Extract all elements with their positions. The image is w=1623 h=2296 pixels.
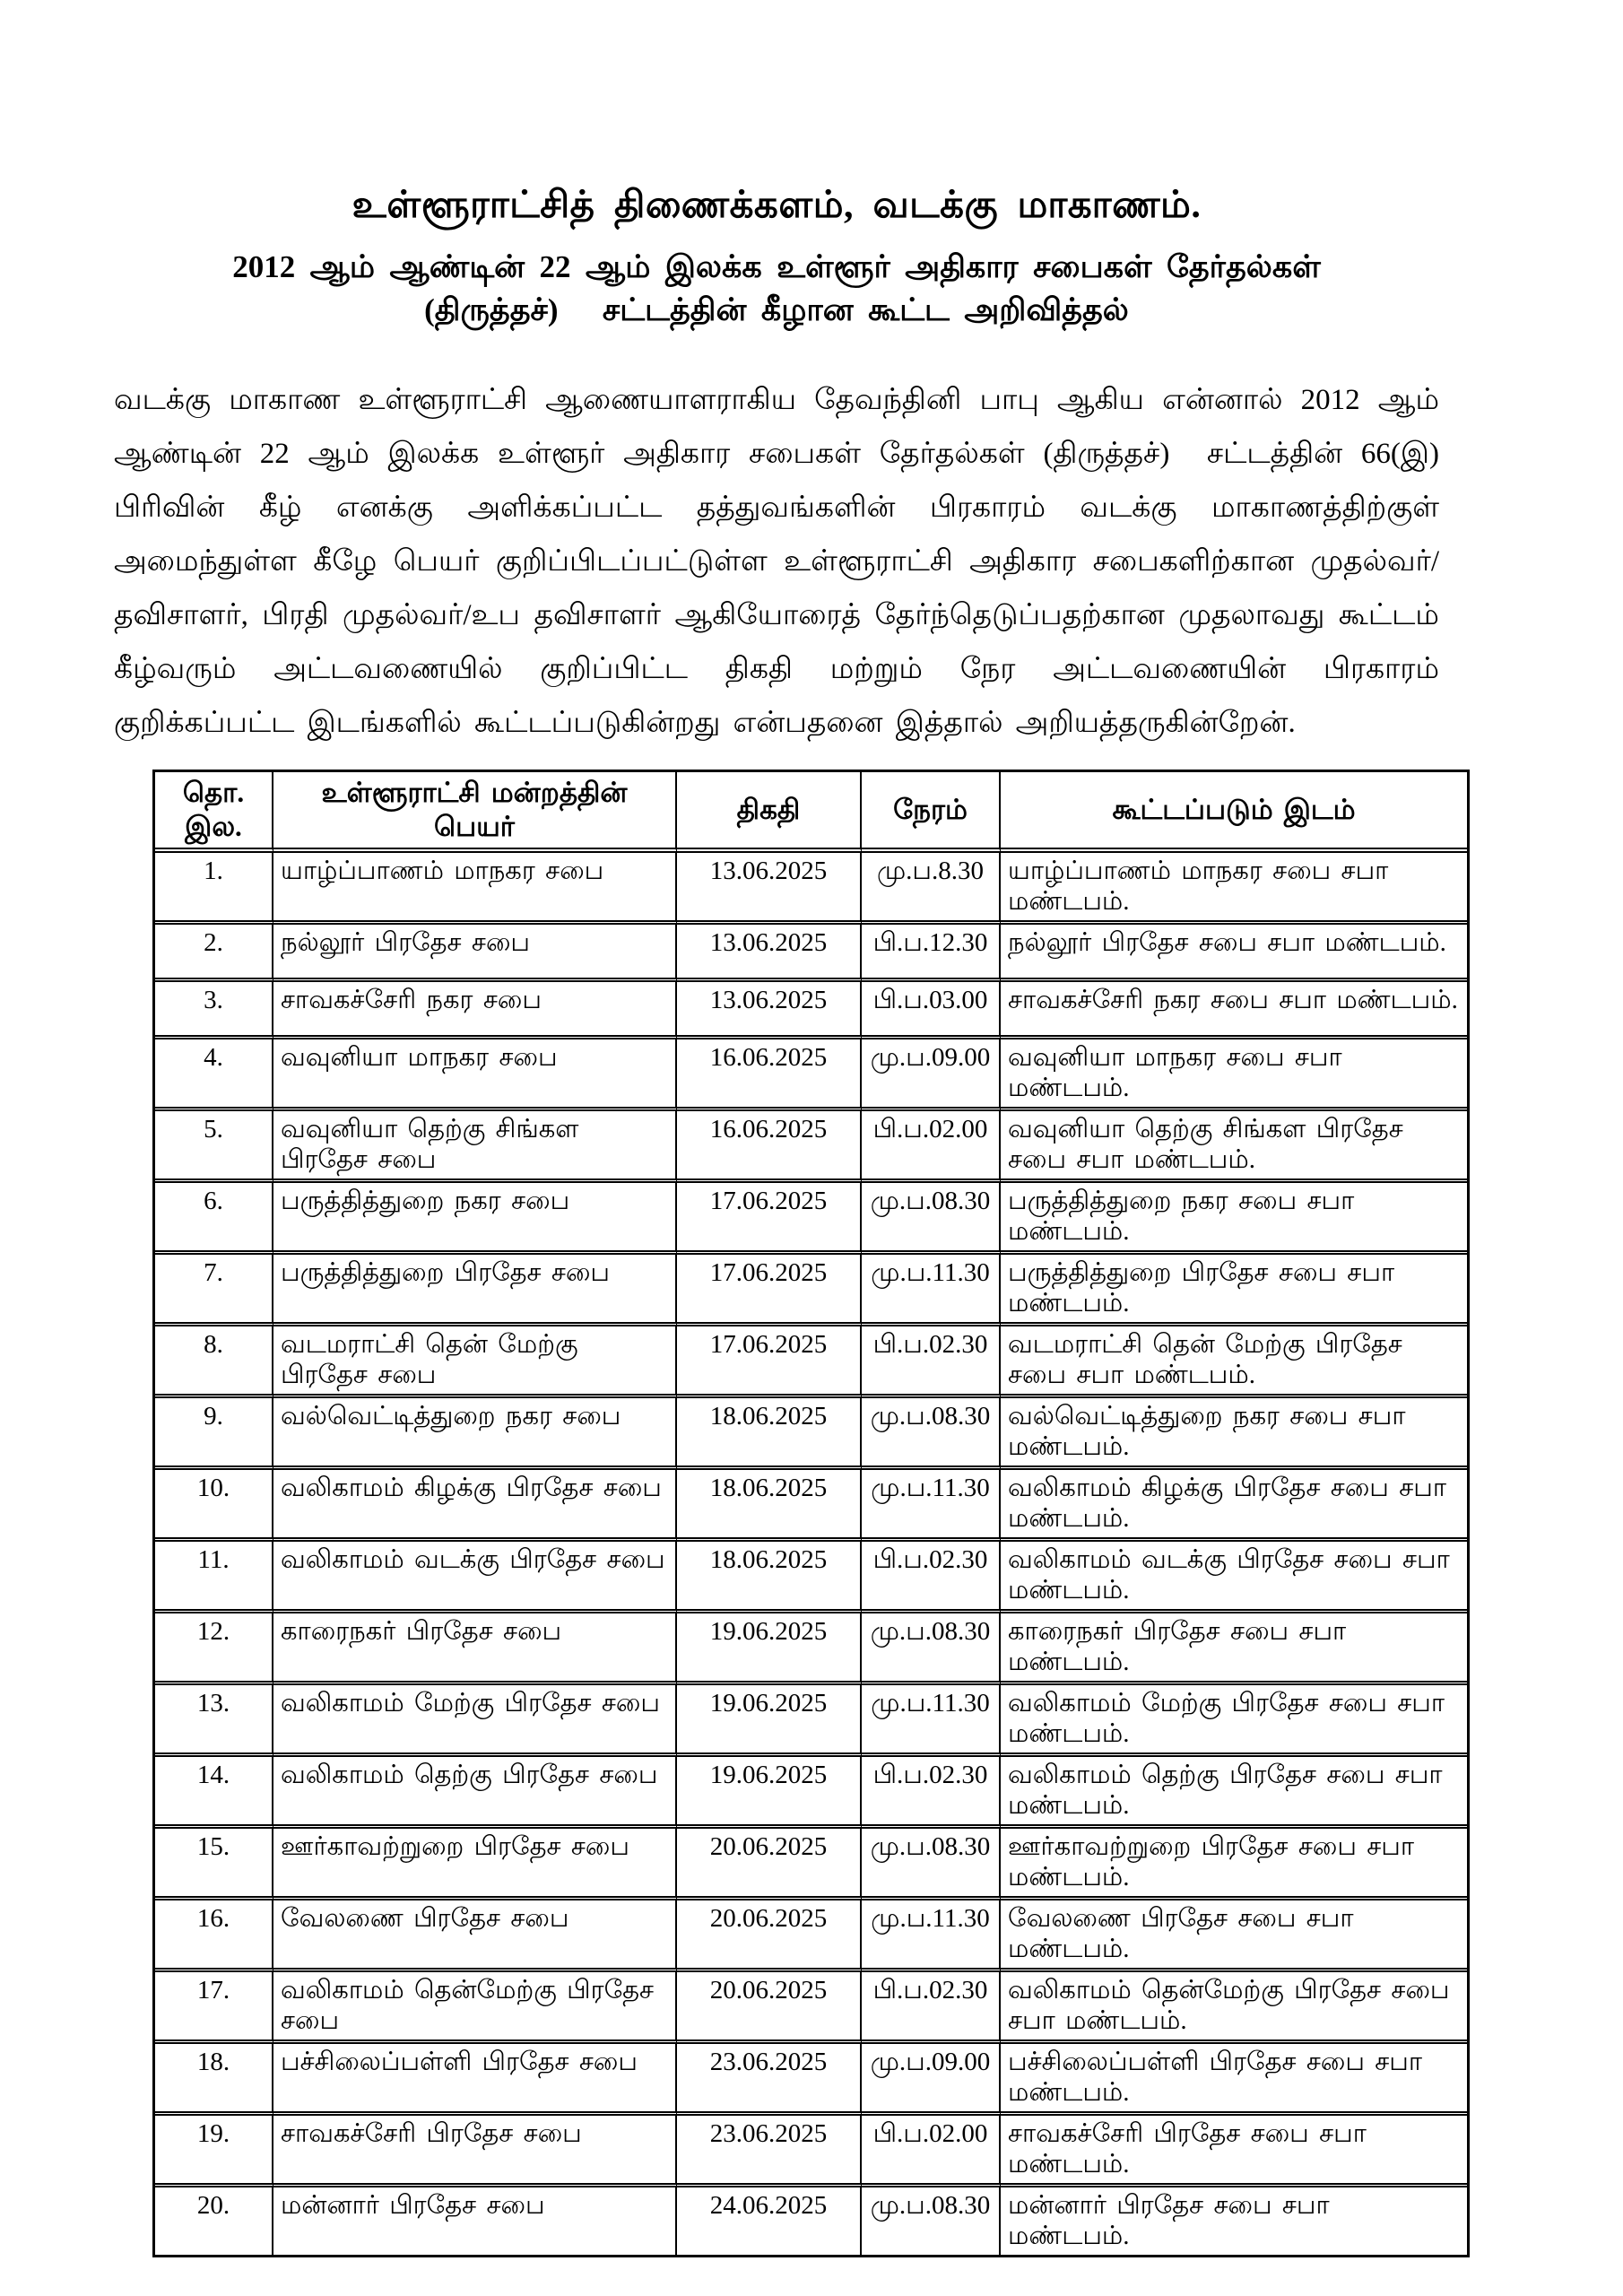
cell-date: 18.06.2025	[677, 1398, 862, 1470]
table-body	[155, 853, 1467, 2255]
cell-time: பி.ப.02.30	[862, 1542, 1001, 1613]
cell-date: 18.06.2025	[677, 1470, 862, 1542]
cell-date: 24.06.2025	[677, 2187, 862, 2255]
table-row	[155, 2044, 1467, 2116]
cell-time: பி.ப.12.30	[862, 925, 1001, 982]
cell-date: 20.06.2025	[677, 1900, 862, 1972]
table-row	[155, 1613, 1467, 1685]
table-row	[155, 1470, 1467, 1542]
cell-serial-no: 2.	[155, 925, 273, 982]
table-row	[155, 1972, 1467, 2044]
cell-time: பி.ப.03.00	[862, 982, 1001, 1039]
cell-time: பி.ப.02.30	[862, 1757, 1001, 1829]
page-subtitle	[114, 246, 1439, 332]
cell-serial-no: 5.	[155, 1111, 273, 1183]
cell-date: 23.06.2025	[677, 2116, 862, 2187]
header-serial-no-line2: இல.	[185, 811, 242, 842]
table-row	[155, 1900, 1467, 1972]
cell-date: 17.06.2025	[677, 1326, 862, 1398]
cell-council-name: வடமராட்சி தென் மேற்கு பிரதேச சபை	[273, 1326, 677, 1398]
cell-venue: வலிகாமம் தெற்கு பிரதேச சபை சபா மண்டபம்.	[1001, 1757, 1467, 1829]
table-row	[155, 1183, 1467, 1255]
cell-time: பி.ப.02.00	[862, 2116, 1001, 2187]
cell-date: 19.06.2025	[677, 1613, 862, 1685]
cell-venue: வவுனியா மாநகர சபை சபா மண்டபம்.	[1001, 1039, 1467, 1111]
table-row	[155, 1255, 1467, 1326]
cell-council-name: வவுனியா மாநகர சபை	[273, 1039, 677, 1111]
cell-venue: வலிகாமம் தென்மேற்கு பிரதேச சபை சபா மண்டபம்.	[1001, 1972, 1467, 2044]
header-council-name-line2: பெயர்	[434, 811, 515, 842]
cell-serial-no: 18.	[155, 2044, 273, 2116]
cell-serial-no: 6.	[155, 1183, 273, 1255]
cell-date: 17.06.2025	[677, 1255, 862, 1326]
cell-time: மு.ப.09.00	[862, 1039, 1001, 1111]
cell-serial-no: 17.	[155, 1972, 273, 2044]
cell-serial-no: 14.	[155, 1757, 273, 1829]
cell-venue: வலிகாமம் மேற்கு பிரதேச சபை சபா மண்டபம்.	[1001, 1685, 1467, 1757]
cell-date: 13.06.2025	[677, 853, 862, 925]
cell-serial-no: 19.	[155, 2116, 273, 2187]
cell-date: 13.06.2025	[677, 925, 862, 982]
table-row	[155, 925, 1467, 982]
cell-council-name: வலிகாமம் தென்மேற்கு பிரதேச சபை	[273, 1972, 677, 2044]
cell-council-name: சாவகச்சேரி பிரதேச சபை	[273, 2116, 677, 2187]
cell-serial-no: 15.	[155, 1829, 273, 1900]
cell-date: 18.06.2025	[677, 1542, 862, 1613]
cell-council-name: பருத்தித்துறை நகர சபை	[273, 1183, 677, 1255]
notice-paragraph: வடக்கு மாகாண உள்ளூராட்சி ஆணையாளராகிய தேவந்தினி பாபு ஆகிய என்னால் 2012 ஆம் ஆண்டின் 22 ஆம் இலக்க உள்ளூர் அதிகார சபைகள் தேர்தல்கள் (திருத்தச்) சட்டத்தின் 66(இ) பிரிவின் கீழ் எனக்கு அளிக்கப்பட்ட தத்துவங்களின் பிரகாரம் வடக்கு மாகாணத்திற்குள் அமைந்துள்ள கீழே பெயர் குறிப்பிடப்பட்டுள்ள உள்ளூராட்சி அதிகார சபைகளிற்கான முதல்வர்/தவிசாளர், பிரதி முதல்வர்/உப தவிசாளர் ஆகியோரைத் தேர்ந்தெடுப்பதற்கான முதலாவது கூட்டம் கீழ்வரும் அட்டவணையில் குறிப்பிட்ட திகதி மற்றும் நேர அட்டவணையின் பிரகாரம் குறிக்கப்பட்ட இடங்களில் கூட்டப்படுகின்றது என்பதனை இத்தால் அறியத்தருகின்றேன்.	[114, 384, 1439, 739]
table-row	[155, 853, 1467, 925]
cell-time: மு.ப.08.30	[862, 1829, 1001, 1900]
cell-date: 19.06.2025	[677, 1757, 862, 1829]
cell-serial-no: 8.	[155, 1326, 273, 1398]
subtitle-line-2: (திருத்தச்) சட்டத்தின் கீழான கூட்ட அறிவித்தல்	[424, 292, 1129, 327]
cell-serial-no: 20.	[155, 2187, 273, 2255]
cell-serial-no: 12.	[155, 1613, 273, 1685]
cell-council-name: வலிகாமம் வடக்கு பிரதேச சபை	[273, 1542, 677, 1613]
cell-time: மு.ப.11.30	[862, 1685, 1001, 1757]
table-row	[155, 1326, 1467, 1398]
table-row	[155, 1829, 1467, 1900]
header-council-name-line1: உள்ளூராட்சி மன்றத்தின்	[321, 777, 628, 808]
cell-date: 13.06.2025	[677, 982, 862, 1039]
cell-venue: வலிகாமம் கிழக்கு பிரதேச சபை சபா மண்டபம்.	[1001, 1470, 1467, 1542]
cell-serial-no: 9.	[155, 1398, 273, 1470]
cell-time: மு.ப.11.30	[862, 1470, 1001, 1542]
cell-council-name: காரைநகர் பிரதேச சபை	[273, 1613, 677, 1685]
cell-council-name: பச்சிலைப்பள்ளி பிரதேச சபை	[273, 2044, 677, 2116]
header-time: நேரம்	[862, 772, 1001, 853]
cell-venue: ஊர்காவற்றுறை பிரதேச சபை சபா மண்டபம்.	[1001, 1829, 1467, 1900]
cell-time: மு.ப.11.30	[862, 1900, 1001, 1972]
cell-venue: பருத்தித்துறை பிரதேச சபை சபா மண்டபம்.	[1001, 1255, 1467, 1326]
cell-time: மு.ப.11.30	[862, 1255, 1001, 1326]
cell-date: 16.06.2025	[677, 1111, 862, 1183]
cell-venue: சாவகச்சேரி பிரதேச சபை சபா மண்டபம்.	[1001, 2116, 1467, 2187]
cell-date: 20.06.2025	[677, 1829, 862, 1900]
cell-serial-no: 4.	[155, 1039, 273, 1111]
cell-serial-no: 16.	[155, 1900, 273, 1972]
table-row	[155, 1111, 1467, 1183]
cell-venue: நல்லூர் பிரதேச சபை சபா மண்டபம்.	[1001, 925, 1467, 982]
header-council-name	[273, 772, 677, 853]
cell-venue: பருத்தித்துறை நகர சபை சபா மண்டபம்.	[1001, 1183, 1467, 1255]
table-row	[155, 1685, 1467, 1757]
cell-time: பி.ப.02.30	[862, 1326, 1001, 1398]
cell-venue: சாவகச்சேரி நகர சபை சபா மண்டபம்.	[1001, 982, 1467, 1039]
table-row	[155, 1542, 1467, 1613]
cell-time: மு.ப.8.30	[862, 853, 1001, 925]
table-header-row	[155, 772, 1467, 853]
cell-council-name: ஊர்காவற்றுறை பிரதேச சபை	[273, 1829, 677, 1900]
cell-venue: யாழ்ப்பாணம் மாநகர சபை சபா மண்டபம்.	[1001, 853, 1467, 925]
header-date: திகதி	[677, 772, 862, 853]
cell-date: 19.06.2025	[677, 1685, 862, 1757]
cell-date: 23.06.2025	[677, 2044, 862, 2116]
cell-council-name: சாவகச்சேரி நகர சபை	[273, 982, 677, 1039]
cell-serial-no: 7.	[155, 1255, 273, 1326]
cell-serial-no: 11.	[155, 1542, 273, 1613]
header-venue: கூட்டப்படும் இடம்	[1001, 772, 1467, 853]
cell-serial-no: 3.	[155, 982, 273, 1039]
cell-venue: மன்னார் பிரதேச சபை சபா மண்டபம்.	[1008, 2191, 1330, 2250]
cell-council-name: நல்லூர் பிரதேச சபை	[273, 925, 677, 982]
cell-venue: வவுனியா தெற்கு சிங்கள பிரதேச சபை சபா மண்டபம்.	[1001, 1111, 1467, 1183]
cell-council-name: வலிகாமம் கிழக்கு பிரதேச சபை	[273, 1470, 677, 1542]
cell-venue: வடமராட்சி தென் மேற்கு பிரதேச சபை சபா மண்டபம்.	[1001, 1326, 1467, 1398]
cell-council-name: யாழ்ப்பாணம் மாநகர சபை	[273, 853, 677, 925]
table-row	[155, 2187, 1467, 2255]
cell-venue: வலிகாமம் வடக்கு பிரதேச சபை சபா மண்டபம்.	[1001, 1542, 1467, 1613]
cell-time: பி.ப.02.30	[862, 1972, 1001, 2044]
cell-venue: காரைநகர் பிரதேச சபை சபா மண்டபம்.	[1001, 1613, 1467, 1685]
cell-serial-no: 10.	[155, 1470, 273, 1542]
cell-serial-no: 1.	[155, 853, 273, 925]
table-row	[155, 1039, 1467, 1111]
cell-date: 20.06.2025	[677, 1972, 862, 2044]
cell-venue: பச்சிலைப்பள்ளி பிரதேச சபை சபா மண்டபம்.	[1001, 2044, 1467, 2116]
cell-time: மு.ப.08.30	[862, 2187, 1001, 2255]
cell-council-name: வலிகாமம் தெற்கு பிரதேச சபை	[273, 1757, 677, 1829]
subtitle-line-1: 2012 ஆம் ஆண்டின் 22 ஆம் இலக்க உள்ளூர் அதிகார சபைகள் தேர்தல்கள்	[232, 249, 1321, 284]
cell-venue: வல்வெட்டித்துறை நகர சபை சபா மண்டபம்.	[1001, 1398, 1467, 1470]
cell-time: மு.ப.08.30	[862, 1398, 1001, 1470]
table-row	[155, 1757, 1467, 1829]
cell-time: மு.ப.08.30	[862, 1613, 1001, 1685]
cell-council-name: வேலணை பிரதேச சபை	[273, 1900, 677, 1972]
cell-council-name: வலிகாமம் மேற்கு பிரதேச சபை	[273, 1685, 677, 1757]
cell-council-name: மன்னார் பிரதேச சபை	[273, 2187, 677, 2255]
header-serial-no	[155, 772, 273, 853]
cell-venue: வேலணை பிரதேச சபை சபா மண்டபம்.	[1001, 1900, 1467, 1972]
table-row	[155, 2116, 1467, 2187]
cell-time: மு.ப.08.30	[862, 1183, 1001, 1255]
table-row	[155, 1398, 1467, 1470]
cell-date: 17.06.2025	[677, 1183, 862, 1255]
cell-council-name: பருத்தித்துறை பிரதேச சபை	[273, 1255, 677, 1326]
cell-council-name: வவுனியா தெற்கு சிங்கள பிரதேச சபை	[273, 1111, 677, 1183]
cell-time: பி.ப.02.00	[862, 1111, 1001, 1183]
table-row	[155, 982, 1467, 1039]
cell-time: மு.ப.09.00	[862, 2044, 1001, 2116]
cell-serial-no: 13.	[155, 1685, 273, 1757]
meeting-schedule-table	[152, 770, 1470, 2257]
cell-date: 16.06.2025	[677, 1039, 862, 1111]
cell-council-name: வல்வெட்டித்துறை நகர சபை	[273, 1398, 677, 1470]
header-serial-no-line1: தொ.	[182, 777, 245, 808]
page-title: உள்ளூராட்சித் திணைக்களம், வடக்கு மாகாணம்.	[352, 185, 1202, 226]
